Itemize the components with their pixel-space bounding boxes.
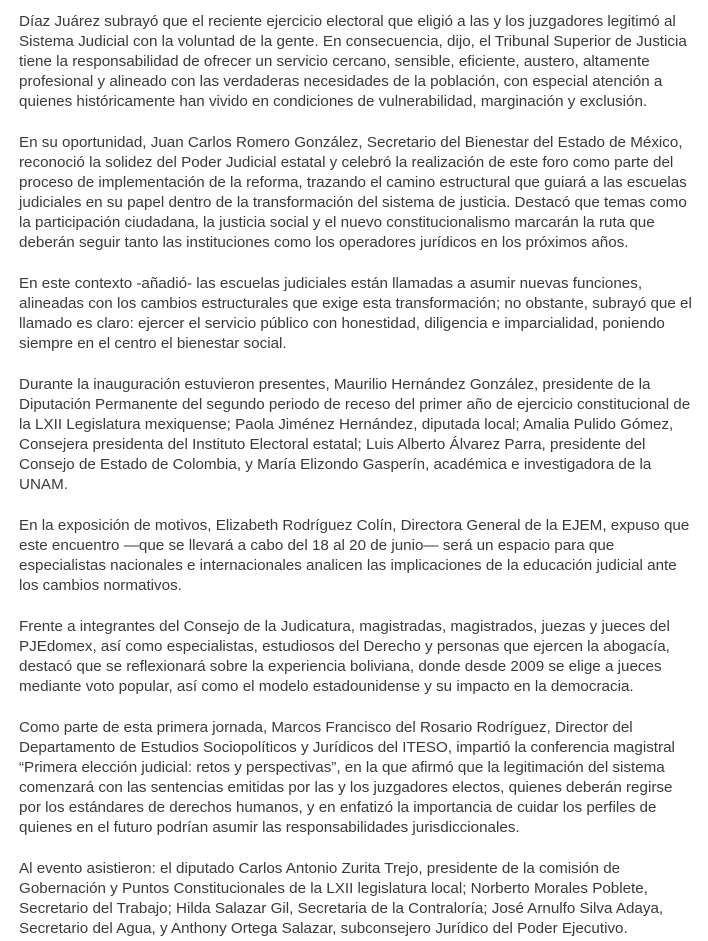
paragraph-5: En la exposición de motivos, Elizabeth Rodríguez Colín, Directora General de la EJEM, expuso que este encuentro —que se llevará a cabo del 18 al 20 de junio— será un espacio para que especialistas nacionales e internacionales analicen las implicaciones de la educación judicial ante los cambios normativos. <box>19 516 690 595</box>
paragraph-7: Como parte de esta primera jornada, Marcos Francisco del Rosario Rodríguez, Director del Departamento de Estudios Sociopolíticos y Jurídicos del ITESO, impartió la conferencia magistral “Primera elección judicial: retos y perspectivas”, en la que afirmó que la legitimación del sistema comenzará con las sentencias emitidas por las y los juzgadores electos, quienes deberán regirse por los estándares de derechos humanos, y en enfatizó la importancia de cuidar los perfiles de quienes en el futuro podrían asumir las responsabilidades jurisdiccionales. <box>19 718 675 837</box>
paragraph-6: Frente a integrantes del Consejo de la Judicatura, magistradas, magistrados, juezas y jueces del PJEdomex, así como especialistas, estudiosos del Derecho y personas que ejercen la abogacía, destacó que se reflexionará sobre la experiencia boliviana, donde desde 2009 se elige a jueces mediante voto popular, así como el modelo estadounidense y su impacto en la democracia. <box>19 617 670 696</box>
paragraph-8: Al evento asistieron: el diputado Carlos Antonio Zurita Trejo, presidente de la comisión de Gobernación y Puntos Constitucionales de la LXII legislatura local; Norberto Morales Poblete, Secretario del Trabajo; Hilda Salazar Gil, Secretaria de la Contraloría; José Arnulfo Silva Adaya, Secretario del Agua, y Anthony Ortega Salazar, subconsejero Jurídico del Poder Ejecutivo. <box>19 859 664 938</box>
paragraph-1: Díaz Juárez subrayó que el reciente ejercicio electoral que eligió a las y los juzgadores legitimó al Sistema Judicial con la voluntad de la gente. En consecuencia, dijo, el Tribunal Superior de Justicia tiene la responsabilidad de ofrecer un servicio cercano, sensible, eficiente, austero, altamente profesional y alineado con las verdaderas necesidades de la población, con especial atención a quienes históricamente han vivido en condiciones de vulnerabilidad, marginación y exclusión. <box>19 13 687 111</box>
paragraph-4: Durante la inauguración estuvieron presentes, Maurilio Hernández González, presidente de la Diputación Permanente del segundo periodo de receso del primer año de ejercicio constitucional de la LXII Legislatura mexiquense; Paola Jiménez Hernández, diputada local; Amalia Pulido Gómez, Consejera presidenta del Instituto Electoral estatal; Luis Alberto Álvarez Parra, presidente del Consejo de Estado de Colombia, y María Elizondo Gasperín, académica e investigadora de la UNAM. <box>19 375 691 494</box>
paragraph-3: En este contexto -añadió- las escuelas judiciales están llamadas a asumir nuevas funciones, alineadas con los cambios estructurales que exige esta transformación; no obstante, subrayó que el llamado es claro: ejercer el servicio público con honestidad, diligencia e imparcialidad, poniendo siempre en el centro el bienestar social. <box>19 275 692 353</box>
paragraph-2: En su oportunidad, Juan Carlos Romero González, Secretario del Bienestar del Estado de México, reconoció la solidez del Poder Judicial estatal y celebró la realización de este foro como parte del proceso de implementación de la reforma, trazando el camino estructural que guiará a las escuelas judiciales en su papel dentro de la transformación del sistema de justicia. Destacó que temas como la participación ciudadana, la justicia social y el nuevo constitucionalismo marcarán la ruta que deberán seguir tanto las instituciones como los operadores jurídicos en los próximos años. <box>19 133 687 252</box>
